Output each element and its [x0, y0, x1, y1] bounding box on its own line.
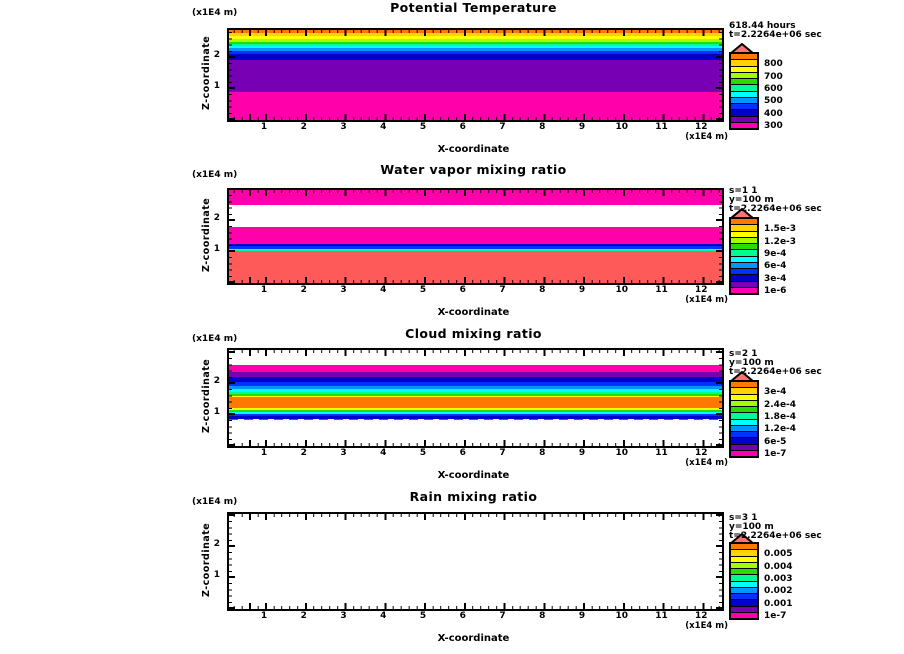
colorbar-label: 0.005 [764, 549, 793, 560]
color-band [229, 365, 722, 372]
z-axis-label: Z-coordinate [201, 358, 212, 434]
colorbar-label: 1.5e-3 [764, 224, 797, 235]
colorbar-label: 1.8e-4 [764, 412, 797, 422]
contour-bands [229, 514, 722, 609]
x-tick-label: 12 [694, 122, 708, 132]
color-band [229, 227, 722, 244]
x-tick-label: 11 [655, 448, 668, 458]
x-tick-label: 2 [300, 611, 307, 621]
x-tick-label: 4 [380, 122, 387, 132]
x-tick-label: 1 [260, 122, 268, 132]
x-tick-label: 12 [694, 285, 708, 295]
z-tick-label: 1 [213, 407, 220, 417]
dot-grid-band [229, 420, 722, 445]
z-axis-label: Z-coordinate [201, 522, 212, 597]
colorbar-label: 800 [764, 59, 783, 70]
x-tick-label: 4 [380, 448, 387, 458]
x-axis-unit: (x1E4 m) [685, 458, 728, 468]
colorbar [729, 542, 759, 620]
x-tick-label: 1 [260, 285, 268, 295]
x-tick-label: 2 [300, 122, 307, 132]
contour-bands [229, 30, 722, 120]
x-axis-label: X-coordinate [437, 633, 510, 644]
z-tick-label: 1 [213, 570, 220, 580]
colorbar [729, 52, 759, 130]
color-band [229, 60, 722, 92]
x-tick-label: 7 [499, 122, 506, 132]
colorbar-label: 0.003 [764, 574, 793, 584]
color-band [229, 190, 722, 205]
x-tick-label: 5 [419, 611, 427, 621]
x-tick-label: 11 [655, 122, 668, 132]
panel-rain-mixing-ratio [0, 489, 904, 652]
x-axis-label: X-coordinate [437, 470, 510, 481]
x-tick-label: 1 [260, 611, 268, 621]
color-band [229, 252, 722, 283]
plot-area [227, 188, 724, 285]
colorbar-label: 0.002 [764, 586, 793, 597]
x-tick-label: 9 [578, 448, 586, 458]
panel-cloud-mixing-ratio [0, 326, 904, 489]
x-tick-label: 10 [615, 285, 629, 295]
x-tick-label: 6 [459, 611, 466, 621]
color-band [229, 397, 722, 408]
colorbar-box [731, 122, 757, 128]
colorbar-label: 500 [764, 96, 783, 107]
x-axis-unit: (x1E4 m) [685, 621, 728, 631]
colorbar-box [731, 612, 757, 618]
z-tick-label: 2 [213, 539, 220, 549]
panel-potential-temperature [0, 0, 904, 163]
x-tick-label: 3 [340, 448, 347, 458]
colorbar-box [731, 287, 757, 293]
colorbar-label: 2.4e-4 [764, 399, 797, 410]
dot-grid-band [229, 514, 722, 609]
color-band [229, 92, 722, 120]
colorbar-label: 1e-7 [764, 611, 787, 621]
x-tick-label: 11 [655, 611, 668, 621]
z-tick-label: 1 [213, 244, 220, 254]
contour-bands [229, 190, 722, 283]
plot-area [227, 512, 724, 611]
x-tick-label: 6 [459, 122, 466, 132]
x-tick-label: 3 [340, 285, 347, 295]
colorbar [729, 380, 759, 458]
x-axis-label: X-coordinate [437, 144, 510, 155]
colorbar-label: 6e-5 [764, 436, 787, 447]
x-tick-label: 1 [260, 448, 268, 458]
z-axis-unit: (x1E4 m) [192, 170, 238, 180]
contour-bands [229, 350, 722, 446]
dot-grid-band [229, 205, 722, 227]
z-axis-label: Z-coordinate [201, 197, 212, 272]
legend-header-line: y=100 m [729, 358, 774, 368]
x-tick-label: 11 [655, 285, 668, 295]
colorbar-overflow-arrow-icon [729, 40, 755, 52]
colorbar-label: 1.2e-3 [764, 236, 797, 247]
panel-title: Cloud mixing ratio [405, 326, 542, 341]
colorbar-label: 600 [764, 84, 783, 94]
x-tick-label: 4 [380, 611, 387, 621]
x-tick-label: 3 [340, 611, 347, 621]
colorbar-label: 1e-6 [764, 286, 787, 296]
x-tick-label: 3 [340, 122, 347, 132]
legend-header-line: t=2.2264e+06 sec [729, 204, 822, 214]
colorbar-label: 0.004 [764, 561, 793, 572]
x-tick-label: 4 [380, 285, 387, 295]
colorbar-label: 0.001 [764, 598, 793, 609]
legend-header-line: s=2 1 [729, 349, 758, 359]
colorbar-label: 1e-7 [764, 449, 787, 459]
colorbar-box [731, 450, 757, 456]
colorbar-label: 3e-4 [764, 273, 787, 284]
z-axis-unit: (x1E4 m) [192, 497, 238, 507]
legend-header-line: t=2.2264e+06 sec [729, 367, 822, 377]
x-tick-label: 12 [694, 611, 708, 621]
panel-title: Water vapor mixing ratio [380, 162, 567, 177]
x-tick-label: 7 [499, 285, 506, 295]
z-tick-label: 2 [213, 376, 220, 386]
colorbar-label: 6e-4 [764, 261, 787, 272]
x-tick-label: 12 [694, 448, 708, 458]
colorbar-label: 9e-4 [764, 249, 787, 259]
x-axis-unit: (x1E4 m) [685, 132, 728, 142]
colorbar-label: 1.2e-4 [764, 424, 797, 435]
x-tick-label: 10 [615, 611, 629, 621]
x-tick-label: 6 [459, 448, 466, 458]
z-axis-unit: (x1E4 m) [192, 8, 238, 18]
x-axis-label: X-coordinate [437, 307, 510, 318]
z-axis-label: Z-coordinate [201, 35, 212, 111]
z-axis-unit: (x1E4 m) [192, 334, 238, 344]
x-tick-label: 9 [578, 285, 586, 295]
z-tick-label: 2 [213, 50, 220, 60]
x-tick-label: 9 [578, 611, 586, 621]
x-tick-label: 8 [539, 448, 546, 458]
x-tick-label: 7 [499, 448, 506, 458]
color-band [229, 350, 722, 365]
colorbar-label: 300 [764, 121, 783, 131]
x-tick-label: 5 [419, 285, 427, 295]
x-tick-label: 10 [615, 448, 629, 458]
colorbar-label: 700 [764, 71, 783, 82]
legend-header-line: y=100 m [729, 195, 774, 205]
x-tick-label: 5 [419, 448, 427, 458]
panel-title: Potential Temperature [390, 0, 557, 15]
legend-header-line: s=3 1 [729, 513, 758, 523]
colorbar-label: 3e-4 [764, 387, 787, 398]
legend-header-line: s=1 1 [729, 186, 758, 196]
legend-header-line: 618.44 hours [729, 21, 796, 31]
x-tick-label: 6 [459, 285, 466, 295]
x-tick-label: 8 [539, 285, 546, 295]
x-tick-label: 5 [419, 122, 427, 132]
x-tick-label: 9 [578, 122, 586, 132]
colorbar-label: 400 [764, 108, 783, 119]
x-tick-label: 7 [499, 611, 506, 621]
plot-area [227, 348, 724, 448]
x-tick-label: 8 [539, 611, 546, 621]
x-tick-label: 2 [300, 285, 307, 295]
plot-area [227, 28, 724, 122]
panel-title: Rain mixing ratio [409, 489, 538, 504]
legend-header-line: t=2.2264e+06 sec [729, 30, 822, 40]
z-tick-label: 2 [213, 213, 220, 223]
legend-header-line: y=100 m [729, 522, 774, 532]
x-tick-label: 8 [539, 122, 546, 132]
panel-water-vapor-mixing-ratio [0, 162, 904, 325]
colorbar [729, 217, 759, 295]
x-axis-unit: (x1E4 m) [685, 295, 728, 305]
x-tick-label: 10 [615, 122, 629, 132]
z-tick-label: 1 [213, 81, 220, 91]
legend-header-line: t=2.2264e+06 sec [729, 531, 822, 541]
x-tick-label: 2 [300, 448, 307, 458]
